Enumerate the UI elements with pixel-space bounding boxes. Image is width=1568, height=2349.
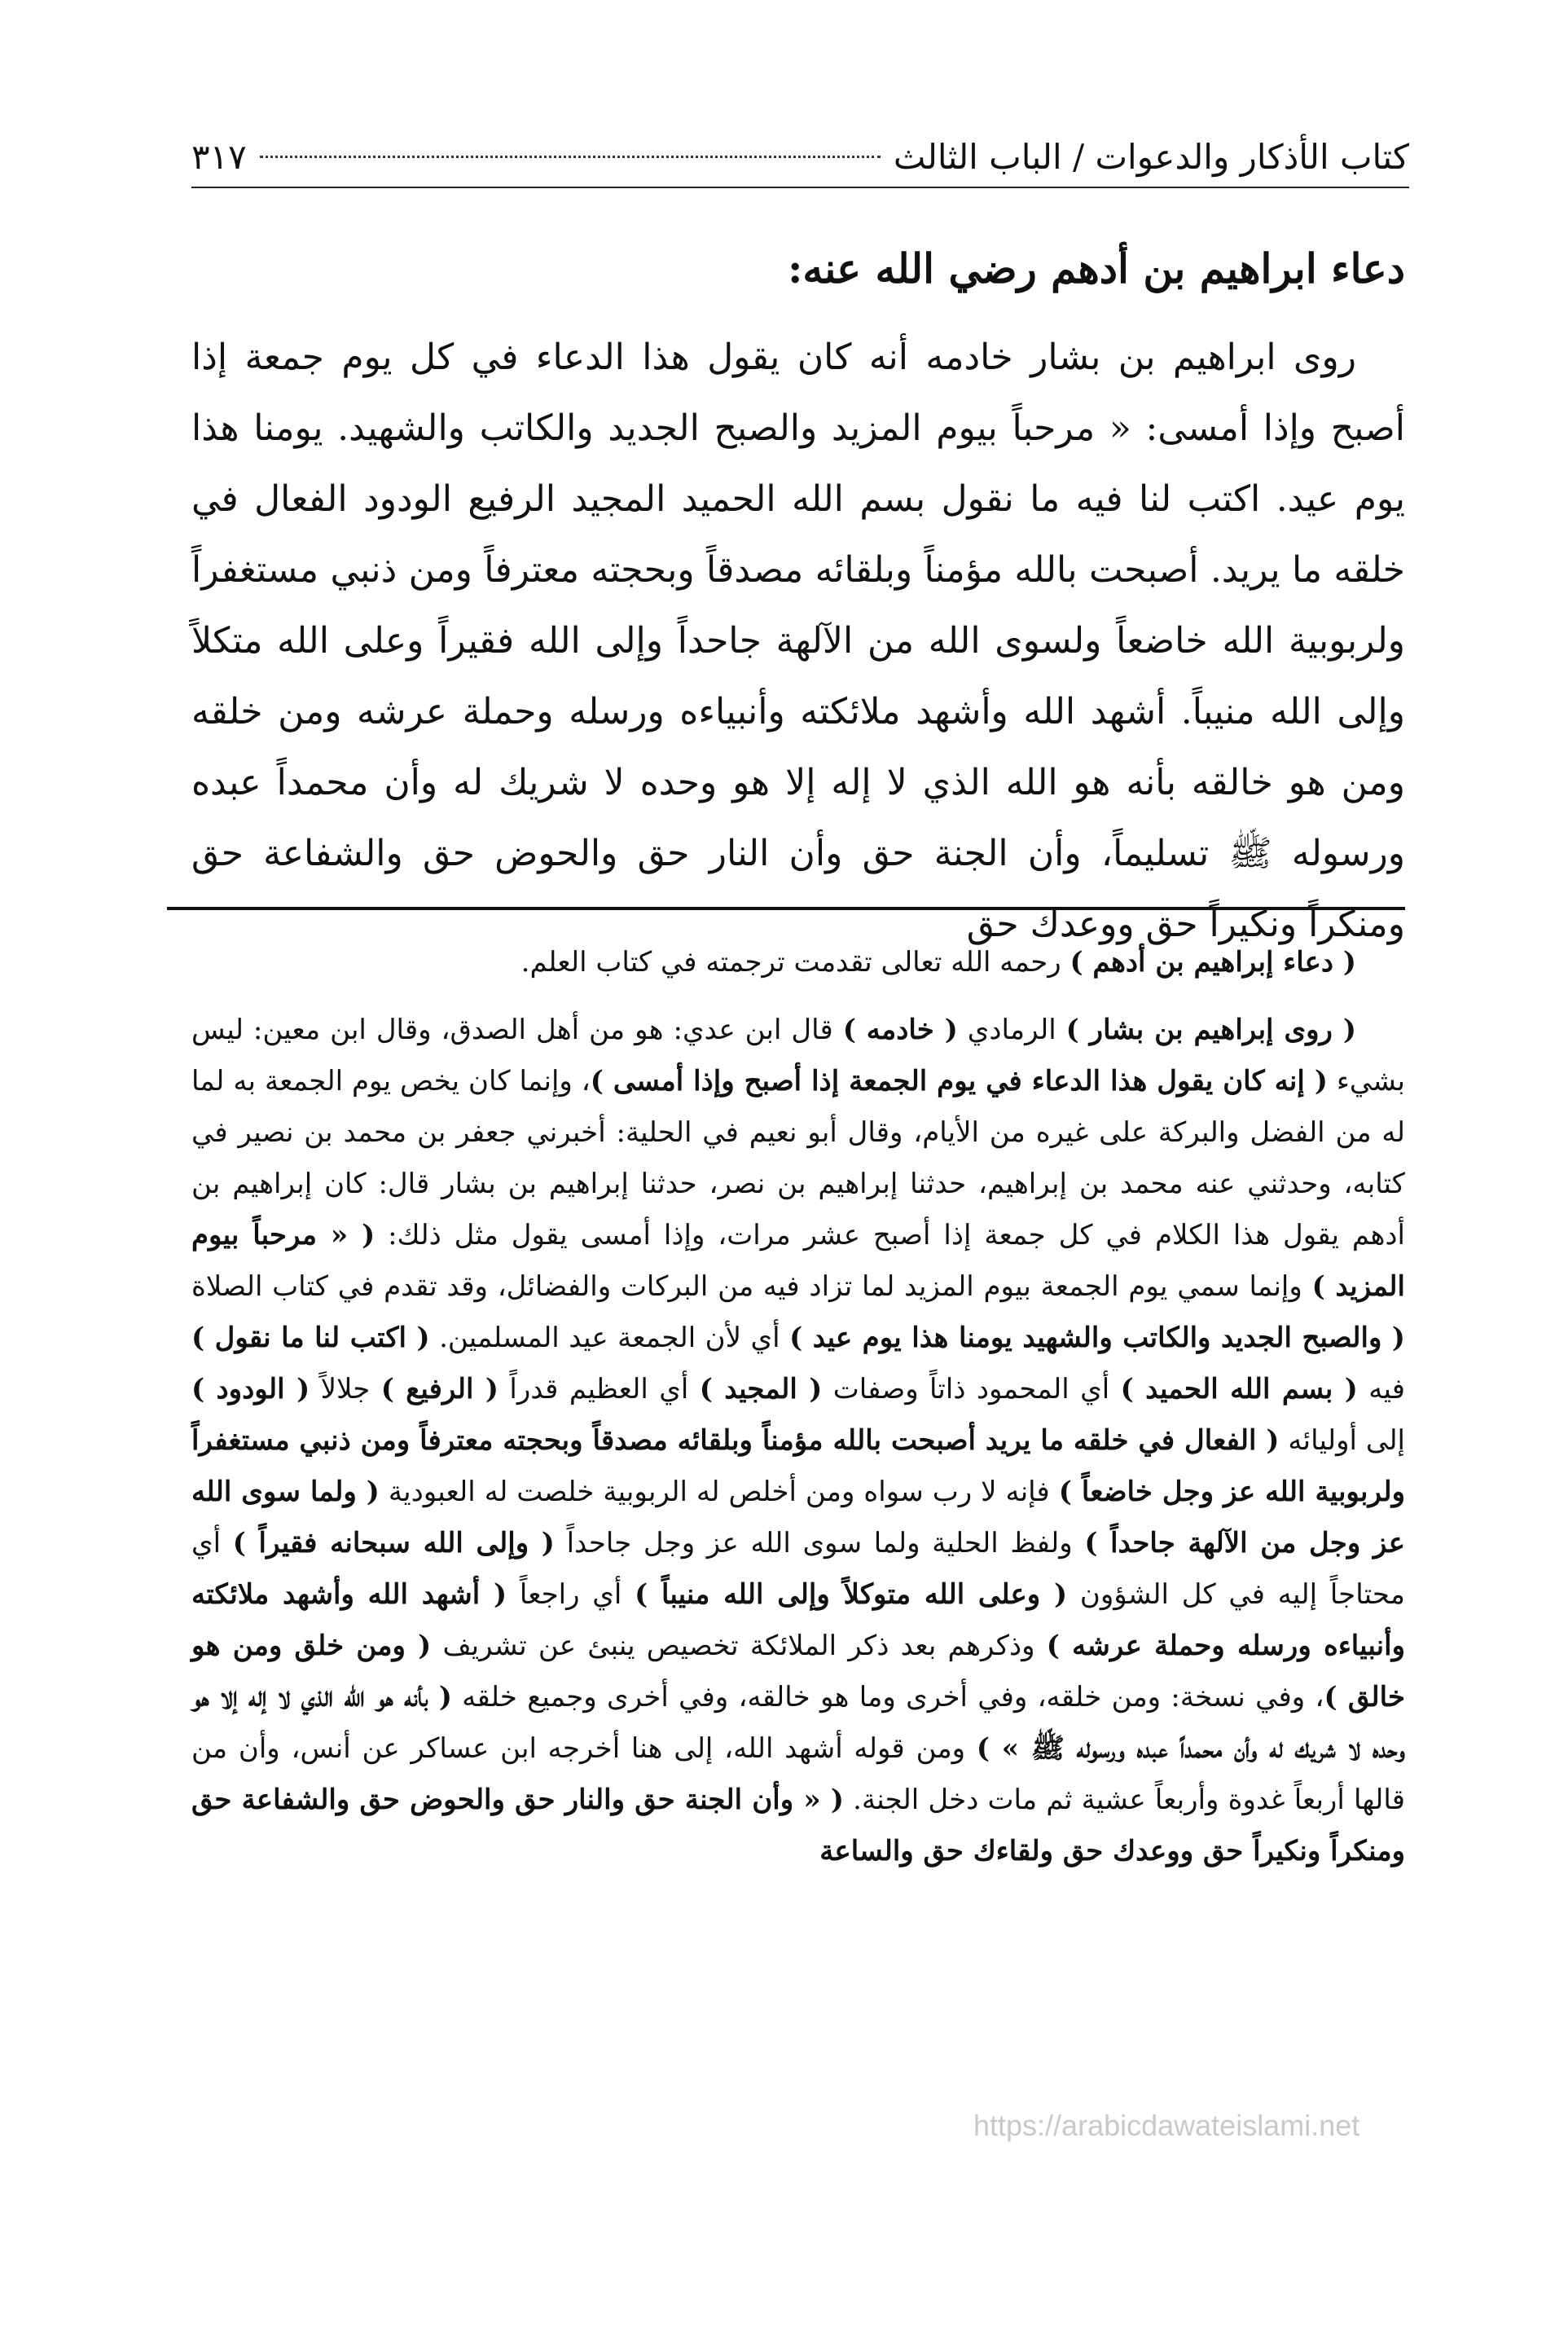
footnote-2-bold-3: ( إنه كان يقول هذا الدعاء في يوم الجمعة إذا أصبح وإذا أمسى ) xyxy=(590,1065,1328,1098)
footnote-2-bold-13: ( وإلى الله سبحانه فقيراً ) xyxy=(232,1527,555,1559)
running-title: كتاب الأذكار والدعوات / الباب الثالث xyxy=(893,137,1409,177)
page-number: ٣١٧ xyxy=(191,137,247,177)
footnote-2-text-17: ومن قوله أشهد الله، إلى هنا أخرجه ابن عساكر عن أنس، وأن من قالها أربعاً غدوة وأربعاً عشية ثم مات دخل الجنة. xyxy=(191,1732,1405,1816)
footnote-2-bold-14: ( وعلى الله متوكلاً وإلى الله منيباً ) xyxy=(635,1578,1068,1611)
footnote-2-text-12: ولفظ الحلية ولما سوى الله عز وجل جاحداً xyxy=(554,1527,1085,1559)
footnote-2-bold-17: ( بأنه هو الله الذي لا إله إلا هو وحده لا شريك له وأن محمداً عبده ورسوله ﷺ » ) xyxy=(191,1681,1405,1765)
footnote-2-text-13: أي محتاجاً إليه في كل الشؤون xyxy=(191,1527,1405,1611)
footnote-2-bold-16: ( ومن خلق ومن هو خالق ) xyxy=(191,1630,1405,1713)
footnote-2-text-2: قال ابن عدي: هو من أهل الصدق، وقال ابن معين: ليس بشيء xyxy=(191,1014,1405,1098)
footnote-2-text-16: ، وفي نسخة: ومن خلقه، وفي أخرى وما هو خالقه، وفي أخرى وجميع خلقه xyxy=(451,1681,1324,1713)
footnote-2-text-8: أي العظيم قدراً xyxy=(499,1373,700,1405)
footnote-2-bold-9: ( الرفيع ) xyxy=(380,1373,499,1405)
footnote-2 xyxy=(191,1005,1405,1877)
footnote-2-text-11: فإنه لا رب سواه ومن أخلص له الربوبية خلصت له العبودية xyxy=(379,1476,1059,1508)
footnote-2-bold-1: ( روى إبراهيم بن بشار ) xyxy=(1065,1014,1356,1046)
footnote-2-text-6: فيه xyxy=(1357,1373,1405,1405)
footnote-2-bold-10: ( الودود ) xyxy=(191,1373,310,1405)
page-header xyxy=(191,137,1409,188)
footnote-2-text-7: أي المحمود ذاتاً وصفات xyxy=(822,1373,1121,1405)
footnote-1 xyxy=(191,937,1405,988)
footnote-2-bold-6: ( اكتب لنا ما نقول ) xyxy=(191,1322,430,1354)
footnote-2-bold-2: ( خادمه ) xyxy=(842,1014,958,1046)
footnote-2-text-15: وذكرهم بعد ذكر الملائكة تخصيص ينبئ عن تشريف xyxy=(431,1630,1047,1662)
footnote-2-text-1: الرمادي xyxy=(957,1014,1066,1046)
section-title: دعاء ابراهيم بن أدهم رضي الله عنه: xyxy=(787,244,1405,293)
footnote-2-text-9: جلالاً xyxy=(310,1373,381,1405)
footnote-2-bold-8: ( المجيد ) xyxy=(699,1373,823,1405)
footnote-2-bold-11: ( الفعال في خلقه ما يريد أصبحت بالله مؤمناً وبلقائه مصدقاً وبحجته معترفاً ومن ذنبي مستغفراً ولربوبية الله عز وجل خاضعاً ) xyxy=(191,1424,1405,1508)
main-paragraph: روى ابراهيم بن بشار خادمه أنه كان يقول هذا الدعاء في كل يوم جمعة إذا أصبح وإذا أمسى: « مرحباً بيوم المزيد والصبح الجديد والكاتب والشهيد. يومنا هذا يوم عيد. اكتب لنا فيه ما نقول بسم الله الحميد المجيد الرفيع الودود الفعال في خلقه ما يريد. أصبحت بالله مؤمناً وبلقائه مصدقاً وبحجته معترفاً ومن ذنبي مستغفراً ولربوبية الله خاضعاً ولسوى الله من الآلهة جاحداً وإلى الله فقيراً وعلى الله متكلاً وإلى الله منيباً. أشهد الله وأشهد ملائكته وأنبياءه ورسله وحملة عرشه ومن خلقه ومن هو خالقه بأنه هو الله الذي لا إله إلا هو وحده لا شريك له وأن محمداً عبده ورسوله ﷺ تسليماً، وأن الجنة حق وأن النار حق والحوض حق والشفاعة حق ومنكراً ونكيراً حق ووعدك حق xyxy=(191,337,1405,945)
footnote-2-bold-18: ( « وأن الجنة حق والنار حق والحوض حق والشفاعة حق ومنكراً ونكيراً حق ووعدك حق ولقاءك حق والساعة xyxy=(191,1784,1405,1867)
footnote-2-bold-7: ( بسم الله الحميد ) xyxy=(1120,1373,1358,1405)
footnote-1-text-1: رحمه الله تعالى تقدمت ترجمته في كتاب العلم. xyxy=(520,946,1070,979)
footnote-2-bold-12: ( ولما سوى الله عز وجل من الآلهة جاحداً ) xyxy=(191,1476,1405,1559)
footnotes-block xyxy=(191,937,1405,1894)
main-text-block xyxy=(191,322,1405,960)
footnote-2-bold-15: ( أشهد الله وأشهد ملائكته وأنبياءه ورسله وحملة عرشه ) xyxy=(191,1578,1406,1662)
footnote-2-text-4: وإنما سمي يوم الجمعة بيوم المزيد لما تزاد فيه من البركات والفضائل، وقد تقدم في كتاب الصلاة xyxy=(191,1270,1312,1303)
footnote-2-text-14: أي راجعاً xyxy=(507,1578,635,1611)
footnote-2-bold-5: ( والصبح الجديد والكاتب والشهيد يومنا هذا يوم عيد ) xyxy=(789,1322,1405,1354)
watermark-url: https://arabicdawateislami.net xyxy=(973,2109,1360,2142)
header-dot-leader xyxy=(260,156,881,158)
footnote-separator xyxy=(167,907,1405,910)
footnote-2-bold-4: ( « مرحباً بيوم المزيد ) xyxy=(191,1219,1405,1303)
footnote-1-bold-1: ( دعاء إبراهيم بن أدهم ) xyxy=(1069,946,1356,979)
footnote-2-text-3: ، وإنما كان يخص يوم الجمعة به لما له من الفضل والبركة على غيره من الأيام، وقال أبو نعيم في الحلية: أخبرني جعفر بن محمد بن نصير في كتابه، وحدثني عنه محمد بن إبراهيم، حدثنا إبراهيم بن نصر، حدثنا إبراهيم بن بشار قال: كان إبراهيم بن أدهم يقول هذا الكلام في كل جمعة إذا أصبح عشر مرات، وإذا أمسى يقول مثل ذلك: xyxy=(191,1065,1405,1251)
footnote-2-text-10: إلى أوليائه xyxy=(1279,1424,1406,1457)
footnote-2-text-5: أي لأن الجمعة عيد المسلمين. xyxy=(429,1322,790,1354)
